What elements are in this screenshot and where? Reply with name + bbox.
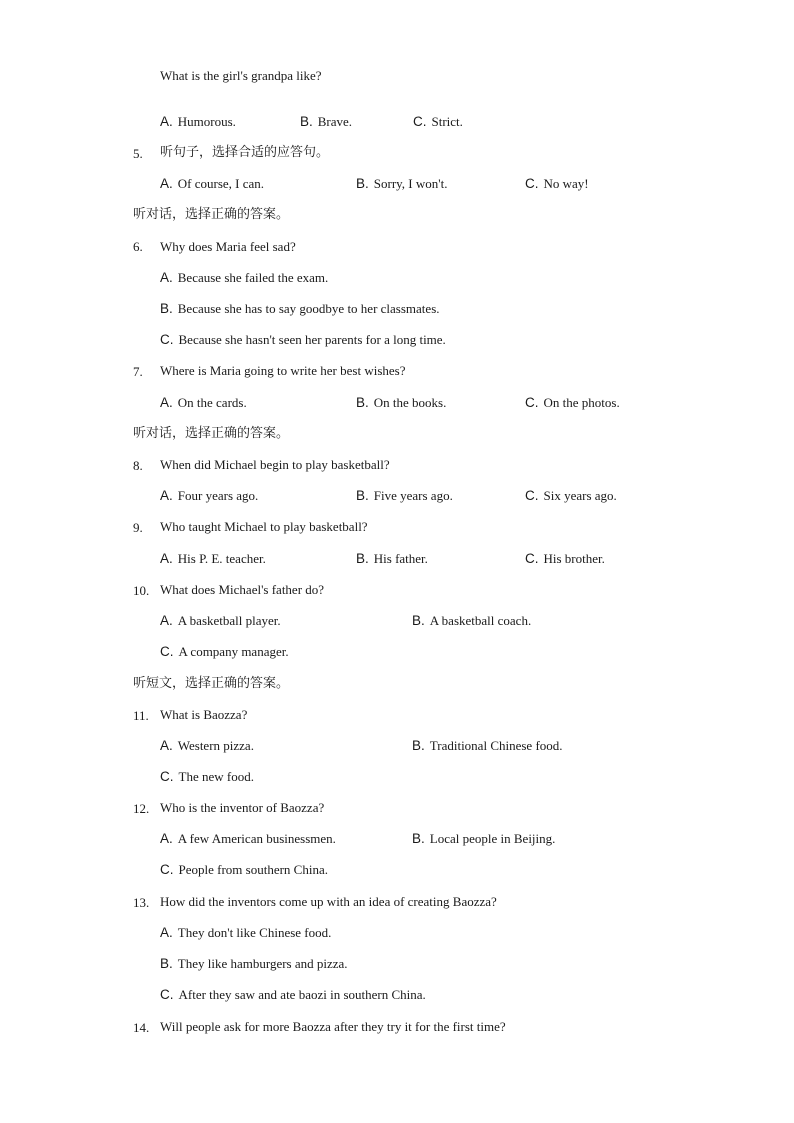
option-text: Six years ago. xyxy=(543,488,617,503)
question-text: Where is Maria going to write her best wishes? xyxy=(160,363,406,378)
question-number: 12. xyxy=(133,801,150,816)
question-number: 10. xyxy=(133,583,150,598)
option-letter: B. xyxy=(412,738,425,753)
option-a xyxy=(160,831,336,847)
option-text: Sorry, I won't. xyxy=(373,176,448,191)
option-text: Because she hasn't seen her parents for a long time. xyxy=(178,332,446,347)
question-text: 听句子，选择合适的应答句。 xyxy=(160,145,330,160)
option-letter: A. xyxy=(160,925,173,940)
option-text: Traditional Chinese food. xyxy=(429,738,563,753)
option-a xyxy=(160,488,258,504)
option-c xyxy=(160,862,328,878)
option-letter: A. xyxy=(160,114,173,129)
section-heading: 听短文，选择正确的答案。 xyxy=(133,676,290,691)
option-letter: C. xyxy=(160,644,174,659)
option-text: His P. E. teacher. xyxy=(177,551,266,566)
question-number: 7. xyxy=(133,364,143,379)
option-text: Because she has to say goodbye to her classmates. xyxy=(177,301,440,316)
option-letter: C. xyxy=(525,488,539,503)
option-a xyxy=(160,176,264,192)
option-b xyxy=(412,831,555,847)
option-text: Western pizza. xyxy=(177,738,254,753)
option-c xyxy=(525,551,605,567)
option-letter: A. xyxy=(160,488,173,503)
option-a xyxy=(160,114,236,130)
question-text: Who is the inventor of Baozza? xyxy=(160,800,325,815)
question-text: Who taught Michael to play basketball? xyxy=(160,519,368,534)
option-text: A few American businessmen. xyxy=(177,831,336,846)
option-b xyxy=(356,395,446,411)
option-b xyxy=(356,488,453,504)
option-letter: C. xyxy=(413,114,427,129)
question-text: What is Baozza? xyxy=(160,707,248,722)
option-letter: B. xyxy=(300,114,313,129)
option-text: His brother. xyxy=(543,551,605,566)
option-text: Five years ago. xyxy=(373,488,453,503)
option-c xyxy=(525,395,620,411)
option-letter: B. xyxy=(356,551,369,566)
question-number: 14. xyxy=(133,1020,150,1035)
option-letter: A. xyxy=(160,738,173,753)
option-letter: A. xyxy=(160,176,173,191)
option-a xyxy=(160,551,266,567)
option-letter: B. xyxy=(356,488,369,503)
question-number: 9. xyxy=(133,520,143,535)
option-text: Brave. xyxy=(317,114,353,129)
option-a xyxy=(160,738,254,754)
option-letter: C. xyxy=(525,176,539,191)
option-letter: B. xyxy=(356,395,369,410)
option-letter: B. xyxy=(160,956,173,971)
option-letter: C. xyxy=(525,551,539,566)
option-text: On the photos. xyxy=(543,395,620,410)
option-text: Four years ago. xyxy=(177,488,259,503)
option-letter: A. xyxy=(160,270,173,285)
section-heading: 听对话，选择正确的答案。 xyxy=(133,426,290,441)
option-letter: C. xyxy=(160,332,174,347)
option-letter: A. xyxy=(160,831,173,846)
question-text: Will people ask for more Baozza after they try it for the first time? xyxy=(160,1019,506,1034)
option-text: A company manager. xyxy=(178,644,289,659)
question-text: Why does Maria feel sad? xyxy=(160,239,296,254)
option-a xyxy=(160,613,281,629)
option-text: On the cards. xyxy=(177,395,247,410)
option-text: His father. xyxy=(373,551,428,566)
option-letter: C. xyxy=(160,769,174,784)
question-number: 5. xyxy=(133,146,143,161)
option-a xyxy=(160,395,247,411)
question-number: 6. xyxy=(133,239,143,254)
option-c xyxy=(525,488,617,504)
option-text: The new food. xyxy=(178,769,254,784)
option-text: On the books. xyxy=(373,395,447,410)
option-c xyxy=(160,332,446,348)
question-number: 11. xyxy=(133,708,149,723)
option-b xyxy=(300,114,352,130)
option-text: No way! xyxy=(543,176,589,191)
option-b xyxy=(356,551,428,567)
option-letter: C. xyxy=(160,862,174,877)
option-letter: A. xyxy=(160,395,173,410)
option-b xyxy=(160,956,348,972)
option-letter: A. xyxy=(160,613,173,628)
option-text: A basketball player. xyxy=(177,613,281,628)
question-text: How did the inventors come up with an idea of creating Baozza? xyxy=(160,894,497,909)
option-text: After they saw and ate baozi in southern China. xyxy=(178,987,426,1002)
option-c xyxy=(525,176,589,192)
question-text: When did Michael begin to play basketball? xyxy=(160,457,390,472)
option-text: They like hamburgers and pizza. xyxy=(177,956,348,971)
option-letter: C. xyxy=(525,395,539,410)
question-number: 13. xyxy=(133,895,150,910)
option-text: Humorous. xyxy=(177,114,236,129)
option-b xyxy=(412,613,531,629)
option-text: Local people in Beijing. xyxy=(429,831,556,846)
option-letter: B. xyxy=(412,831,425,846)
option-c xyxy=(160,644,289,660)
option-a xyxy=(160,270,328,286)
option-letter: B. xyxy=(160,301,173,316)
option-a xyxy=(160,925,331,941)
option-c xyxy=(160,987,426,1003)
option-b xyxy=(356,176,447,192)
question-number: 8. xyxy=(133,458,143,473)
option-text: They don't like Chinese food. xyxy=(177,925,332,940)
option-c xyxy=(160,769,254,785)
option-text: A basketball coach. xyxy=(429,613,532,628)
option-text: Of course, I can. xyxy=(177,176,265,191)
option-text: Because she failed the exam. xyxy=(177,270,329,285)
option-b xyxy=(412,738,563,754)
option-letter: B. xyxy=(356,176,369,191)
option-letter: A. xyxy=(160,551,173,566)
question-text: What does Michael's father do? xyxy=(160,582,325,597)
question-text: What is the girl's grandpa like? xyxy=(160,68,322,83)
option-letter: C. xyxy=(160,987,174,1002)
option-text: Strict. xyxy=(431,114,463,129)
option-b xyxy=(160,301,440,317)
option-letter: B. xyxy=(412,613,425,628)
option-c xyxy=(413,114,463,130)
section-heading: 听对话，选择正确的答案。 xyxy=(133,207,290,222)
option-text: People from southern China. xyxy=(178,862,328,877)
